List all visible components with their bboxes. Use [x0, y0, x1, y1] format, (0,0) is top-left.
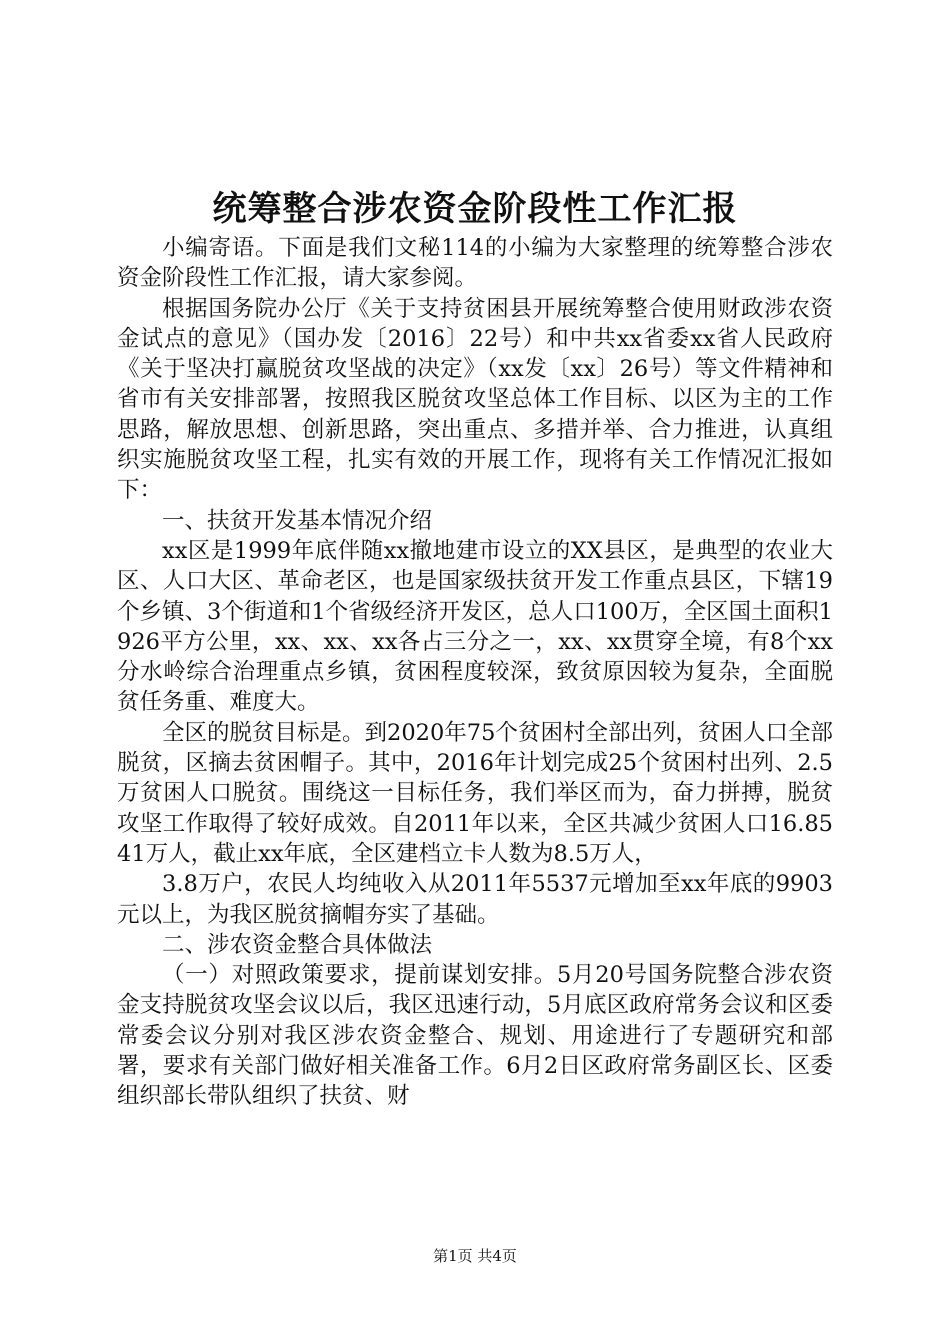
page-footer: 第1页 共4页 [433, 1247, 517, 1265]
intro-paragraph: 小编寄语。下面是我们文秘114的小编为大家整理的统筹整合涉农资金阶段性工作汇报，请大家参阅。 [117, 235, 833, 292]
document-body [117, 233, 833, 1112]
body-paragraph: （一）对照政策要求，提前谋划安排。5月20号国务院整合涉农资金支持脱贫攻坚会议以后，我区迅速行动，5月底区政府常务会议和区委常委会议分别对我区涉农资金整合、规划、用途进行了专题研究和部署，要求有关部门做好相关准备工作。6月2日区政府常务副区长、区委组织部长带队组织了扶贫、财 [117, 962, 833, 1110]
document-title: 统筹整合涉农资金阶段性工作汇报 [212, 189, 738, 229]
section-heading: 二、涉农资金整合具体做法 [162, 931, 433, 958]
body-paragraph: xx区是1999年底伴随xx撤地建市设立的XX县区，是典型的农业大区、人口大区、革命老区，也是国家级扶贫开发工作重点县区，下辖19个乡镇、3个街道和1个省级经济开发区，总人口100万，全区国土面积1926平方公里，xx、xx、xx各占三分之一，xx、xx贯穿全境，有8个xx分水岭综合治理重点乡镇，贫困程度较深，致贫原因较为复杂，全面脱贫任务重、难度大。 [117, 537, 833, 716]
body-paragraph: 全区的脱贫目标是。到2020年75个贫困村全部出列，贫困人口全部脱贫，区摘去贫困帽子。其中，2016年计划完成25个贫困村出列、2.5万贫困人口脱贫。围绕这一目标任务，我们举区而为，奋力拼搏，脱贫攻坚工作取得了较好成效。自2011年以来，全区共减少贫困人口16.8541万人，截止xx年底，全区建档立卡人数为8.5万人， [117, 719, 833, 867]
section-heading: 一、扶贫开发基本情况介绍 [162, 507, 433, 534]
body-paragraph: 3.8万户，农民人均纯收入从2011年5537元增加至xx年底的9903元以上，为我区脱贫摘帽夯实了基础。 [117, 871, 833, 928]
body-paragraph: 根据国务院办公厅《关于支持贫困县开展统筹整合使用财政涉农资金试点的意见》（国办发〔2016〕22号）和中共xx省委xx省人民政府《关于坚决打赢脱贫攻坚战的决定》（xx发〔xx〕26号）等文件精神和省市有关安排部署，按照我区脱贫攻坚总体工作目标、以区为主的工作思路，解放思想、创新思路，突出重点、多措并举、合力推进，认真组织实施脱贫攻坚工程，扎实有效的开展工作，现将有关工作情况汇报如下： [117, 295, 833, 504]
